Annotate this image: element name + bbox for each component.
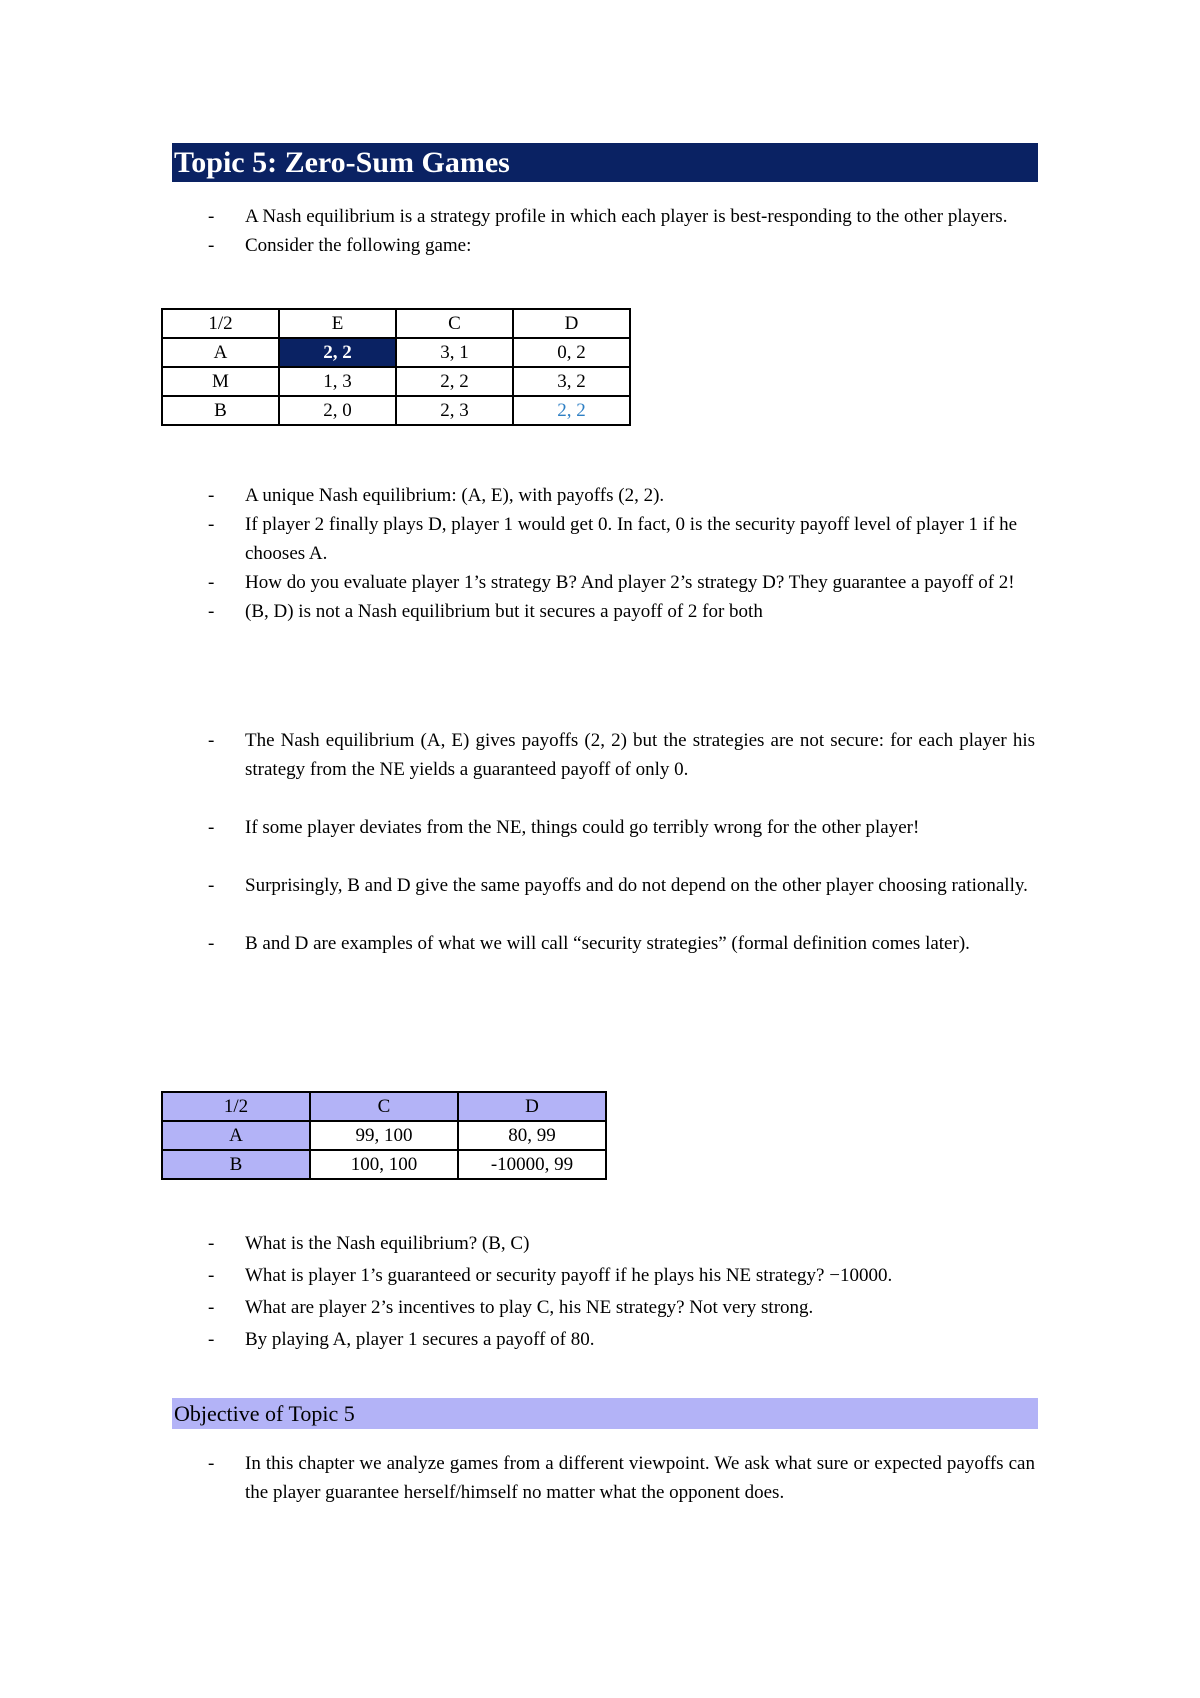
table-row bbox=[162, 1150, 606, 1179]
bullet-text: If some player deviates from the NE, things could go terribly wrong for the other player! bbox=[245, 817, 920, 838]
payoff-table-2 bbox=[161, 1091, 607, 1180]
table-cell: M bbox=[162, 367, 279, 396]
list-item bbox=[0, 1293, 1200, 1322]
question-bullet-list bbox=[0, 1229, 1200, 1354]
list-item bbox=[0, 726, 1200, 784]
bullet-text: If player 2 finally plays D, player 1 would get 0. In fact, 0 is the security payoff level of player 1 if he chooses A. bbox=[245, 514, 1018, 564]
table-cell: 1/2 bbox=[162, 1092, 310, 1121]
table-cell: B bbox=[162, 1150, 310, 1179]
bullet-text: What are player 2’s incentives to play C, his NE strategy? Not very strong. bbox=[245, 1297, 814, 1318]
bullet-text: In this chapter we analyze games from a different viewpoint. We ask what sure or expected payoffs can the player guarantee herself/himself no matter what the opponent does. bbox=[245, 1453, 1035, 1503]
table-cell: D bbox=[513, 309, 630, 338]
analysis-bullet-list bbox=[0, 481, 1200, 626]
list-item bbox=[0, 929, 1200, 958]
table-header-row bbox=[162, 309, 630, 338]
list-item bbox=[0, 510, 1200, 568]
list-item bbox=[0, 871, 1200, 900]
list-item bbox=[0, 1229, 1200, 1258]
table-row bbox=[162, 396, 630, 425]
table-cell: 100, 100 bbox=[310, 1150, 458, 1179]
list-item bbox=[0, 231, 1200, 260]
table-cell: C bbox=[310, 1092, 458, 1121]
bullet-text: (B, D) is not a Nash equilibrium but it secures a payoff of 2 for both bbox=[245, 601, 763, 622]
table-cell: 2, 3 bbox=[396, 396, 513, 425]
bullet-dash: - bbox=[208, 485, 215, 506]
bullet-dash: - bbox=[208, 1453, 215, 1474]
section-heading: Objective of Topic 5 bbox=[172, 1398, 1038, 1429]
bullet-text: A unique Nash equilibrium: (A, E), with payoffs (2, 2). bbox=[245, 485, 665, 506]
table-cell: 1/2 bbox=[162, 309, 279, 338]
bullet-dash: - bbox=[208, 817, 215, 838]
bullet-dash: - bbox=[208, 1265, 215, 1286]
bullet-dash: - bbox=[208, 514, 215, 535]
page-title: Topic 5: Zero-Sum Games bbox=[172, 143, 1038, 182]
list-item bbox=[0, 1261, 1200, 1290]
bullet-dash: - bbox=[208, 235, 215, 256]
bullet-dash: - bbox=[208, 1297, 215, 1318]
table-cell: 3, 1 bbox=[396, 338, 513, 367]
table-cell: B bbox=[162, 396, 279, 425]
list-item bbox=[0, 568, 1200, 597]
table-cell: 2, 0 bbox=[279, 396, 396, 425]
bullet-text: Surprisingly, B and D give the same payoffs and do not depend on the other player choosing rationally. bbox=[245, 875, 1028, 896]
bullet-text: The Nash equilibrium (A, E) gives payoffs (2, 2) but the strategies are not secure: for each player his strategy from the NE yields a guaranteed payoff of only 0. bbox=[245, 730, 1035, 780]
intro-bullet-list bbox=[0, 202, 1200, 260]
list-item bbox=[0, 202, 1200, 231]
table-cell: 2, 2 bbox=[396, 367, 513, 396]
list-item bbox=[0, 597, 1200, 626]
list-item bbox=[0, 1325, 1200, 1354]
bullet-dash: - bbox=[208, 206, 215, 227]
table-cell: A bbox=[162, 1121, 310, 1150]
table-cell: D bbox=[458, 1092, 606, 1121]
bullet-dash: - bbox=[208, 730, 215, 751]
table-cell: 99, 100 bbox=[310, 1121, 458, 1150]
table-row bbox=[162, 1121, 606, 1150]
table-header-row bbox=[162, 1092, 606, 1121]
table-cell: 1, 3 bbox=[279, 367, 396, 396]
table-row bbox=[162, 367, 630, 396]
bullet-dash: - bbox=[208, 875, 215, 896]
highlighted-cell: 2, 2 bbox=[279, 338, 396, 367]
bullet-text: How do you evaluate player 1’s strategy B? And player 2’s strategy D? They guarantee a payoff of 2! bbox=[245, 572, 1015, 593]
table-cell: 80, 99 bbox=[458, 1121, 606, 1150]
payoff-table-1 bbox=[161, 308, 631, 426]
bullet-text: Consider the following game: bbox=[245, 235, 472, 256]
list-item bbox=[0, 1449, 1200, 1507]
table-cell: 0, 2 bbox=[513, 338, 630, 367]
table-cell: 3, 2 bbox=[513, 367, 630, 396]
bullet-text: What is player 1’s guaranteed or security payoff if he plays his NE strategy? −10000. bbox=[245, 1265, 893, 1286]
discussion-bullet-list bbox=[0, 726, 1200, 958]
table-cell: C bbox=[396, 309, 513, 338]
bullet-text: By playing A, player 1 secures a payoff of 80. bbox=[245, 1329, 595, 1350]
table-cell: E bbox=[279, 309, 396, 338]
bullet-text: What is the Nash equilibrium? (B, C) bbox=[245, 1233, 530, 1254]
blue-cell: 2, 2 bbox=[513, 396, 630, 425]
list-item bbox=[0, 813, 1200, 842]
bullet-dash: - bbox=[208, 572, 215, 593]
bullet-dash: - bbox=[208, 601, 215, 622]
list-item bbox=[0, 481, 1200, 510]
table-cell: A bbox=[162, 338, 279, 367]
bullet-text: A Nash equilibrium is a strategy profile in which each player is best-responding to the other players. bbox=[245, 206, 1008, 227]
bullet-dash: - bbox=[208, 1329, 215, 1350]
bullet-text: B and D are examples of what we will call “security strategies” (formal definition comes later). bbox=[245, 933, 970, 954]
bullet-dash: - bbox=[208, 1233, 215, 1254]
table-cell: -10000, 99 bbox=[458, 1150, 606, 1179]
bullet-dash: - bbox=[208, 933, 215, 954]
objective-bullet-list bbox=[0, 1449, 1200, 1507]
table-row bbox=[162, 338, 630, 367]
